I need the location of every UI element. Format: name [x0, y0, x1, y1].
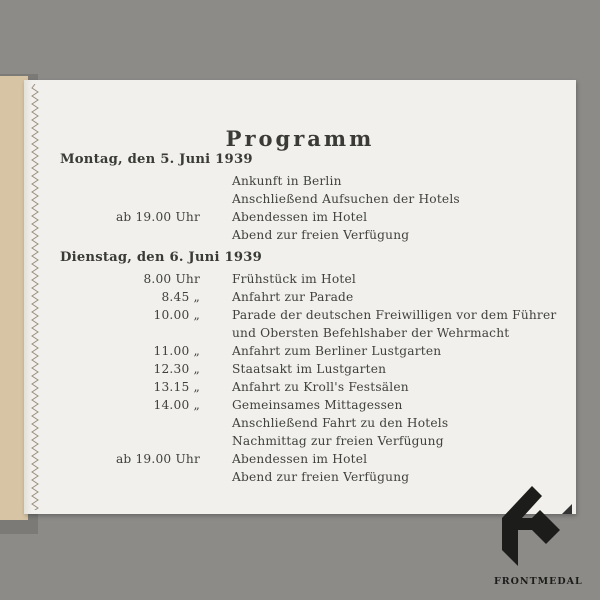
entry-time: 8.45 „: [161, 290, 200, 304]
day-heading-monday: Montag, den 5. Juni 1939: [60, 152, 253, 167]
entry-time: ab 19.00 Uhr: [115, 452, 200, 466]
entry-time: ab 19.00 Uhr: [115, 210, 200, 224]
entry-text: Abend zur freien Verfügung: [232, 470, 410, 484]
entry-text: Anschließend Aufsuchen der Hotels: [232, 192, 460, 206]
frontmedal-logo-icon: [496, 480, 566, 570]
watermark-text: FRONTMEDAL: [494, 576, 583, 587]
entry-text: Frühstück im Hotel: [232, 272, 356, 286]
entry-time: 14.00 „: [153, 398, 200, 412]
program-page: [24, 80, 576, 514]
entry-text: Anfahrt zum Berliner Lustgarten: [232, 344, 442, 358]
entry-text: Abend zur freien Verfügung: [232, 228, 410, 242]
entry-text: Anfahrt zur Parade: [232, 290, 354, 304]
entry-time: 10.00 „: [153, 308, 200, 322]
entry-text: Anfahrt zu Kroll's Festsälen: [232, 380, 409, 394]
entry-text: Abendessen im Hotel: [232, 452, 368, 466]
entry-text: Parade der deutschen Freiwilligen vor dem Führer: [232, 308, 557, 322]
entry-time: 13.15 „: [153, 380, 200, 394]
entry-text: Gemeinsames Mittagessen: [232, 398, 403, 412]
entry-text: Nachmittag zur freien Verfügung: [232, 434, 444, 448]
entry-time: 12.30 „: [153, 362, 200, 376]
entry-text: Ankunft in Berlin: [232, 174, 342, 188]
program-title: Programm: [225, 126, 375, 151]
entry-text: Anschließend Fahrt zu den Hotels: [232, 416, 449, 430]
day-heading-tuesday: Dienstag, den 6. Juni 1939: [60, 250, 262, 265]
entry-text: Abendessen im Hotel: [232, 210, 368, 224]
entry-time: 11.00 „: [153, 344, 200, 358]
entry-time: 8.00 Uhr: [143, 272, 200, 286]
entry-text: und Obersten Befehlshaber der Wehrmacht: [232, 326, 510, 340]
entry-text: Staatsakt im Lustgarten: [232, 362, 387, 376]
